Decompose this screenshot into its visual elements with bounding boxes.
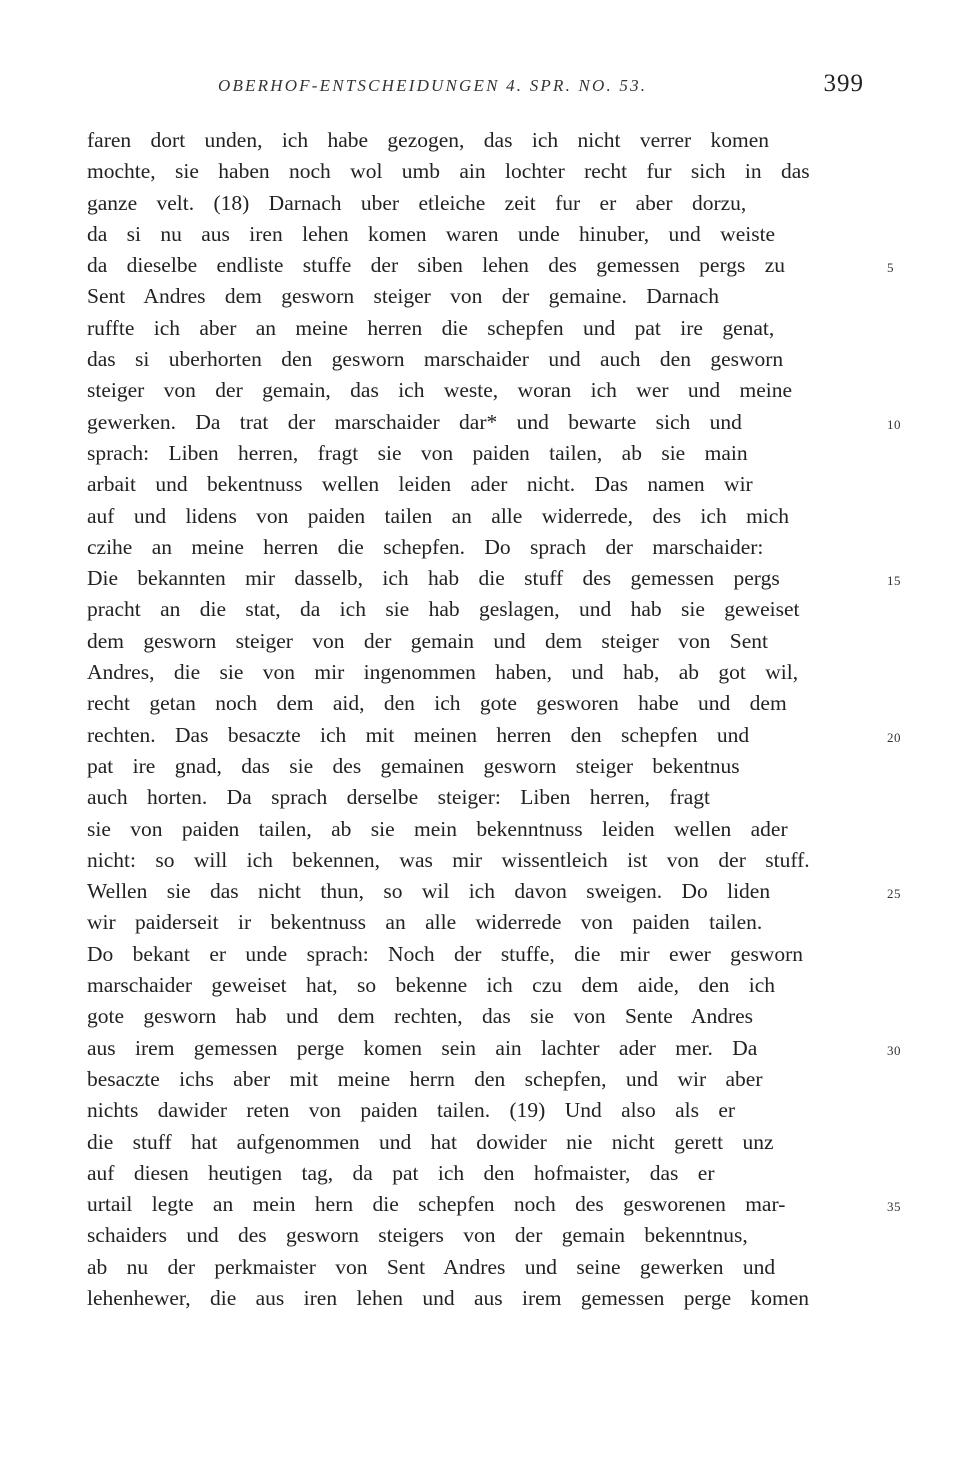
line-number: 10 bbox=[887, 416, 901, 432]
line-text: auf und lidens von paiden tailen an alle widerrede, des ich mich bbox=[87, 503, 790, 528]
text-line bbox=[87, 657, 863, 688]
text-line bbox=[87, 344, 863, 375]
text-line bbox=[87, 407, 901, 438]
text-line bbox=[87, 438, 863, 469]
text-line bbox=[87, 845, 863, 876]
line-text: urtail legte an mein hern die schepfen noch des gesworenen mar- bbox=[87, 1192, 786, 1217]
line-number: 30 bbox=[887, 1042, 901, 1058]
text-line bbox=[87, 782, 863, 813]
text-line bbox=[87, 125, 863, 156]
line-text: arbait und bekentnuss wellen leiden ader nicht. Das namen wir bbox=[87, 472, 753, 497]
line-text: Die bekannten mir dasselb, ich hab die stuff des gemessen pergs bbox=[87, 566, 780, 591]
text-line bbox=[87, 1189, 901, 1220]
line-text: sie von paiden tailen, ab sie mein bekenntnuss leiden wellen ader bbox=[87, 816, 788, 841]
text-line bbox=[87, 594, 863, 625]
text-line bbox=[87, 1001, 863, 1032]
line-text: Andres, die sie von mir ingenommen haben, und hab, ab got wil, bbox=[87, 660, 799, 685]
text-line bbox=[87, 156, 863, 187]
line-text: auf diesen heutigen tag, da pat ich den hofmaister, das er bbox=[87, 1160, 715, 1185]
text-line bbox=[87, 939, 863, 970]
line-number: 25 bbox=[887, 886, 901, 902]
line-text: rechten. Das besaczte ich mit meinen herren den schepfen und bbox=[87, 722, 750, 747]
line-text: die stuff hat aufgenommen und hat dowider nie nicht gerett unz bbox=[87, 1129, 774, 1154]
line-text: pracht an die stat, da ich sie hab geslagen, und hab sie geweiset bbox=[87, 597, 800, 622]
line-number: 5 bbox=[887, 260, 894, 276]
text-line bbox=[87, 469, 863, 500]
text-line bbox=[87, 1033, 901, 1064]
line-text: das si uberhorten den gesworn marschaider und auch den gesworn bbox=[87, 347, 784, 372]
line-text: da dieselbe endliste stuffe der siben lehen des gemessen pergs zu bbox=[87, 253, 786, 278]
text-line bbox=[87, 688, 863, 719]
line-text: Wellen sie das nicht thun, so wil ich davon sweigen. Do liden bbox=[87, 879, 771, 904]
line-number: 15 bbox=[887, 573, 901, 589]
running-head: OBERHOF-ENTSCHEIDUNGEN 4. SPR. NO. 53. bbox=[218, 76, 648, 95]
line-text: gewerken. Da trat der marschaider dar* und bewarte sich und bbox=[87, 409, 742, 434]
text-line bbox=[87, 626, 863, 657]
line-text: ab nu der perkmaister von Sent Andres und seine gewerken und bbox=[87, 1254, 776, 1279]
line-text: dem gesworn steiger von der gemain und dem steiger von Sent bbox=[87, 628, 768, 653]
text-line bbox=[87, 250, 894, 281]
text-line bbox=[87, 1095, 863, 1126]
line-text: mochte, sie haben noch wol umb ain lochter recht fur sich in das bbox=[87, 159, 810, 184]
line-text: da si nu aus iren lehen komen waren unde hinuber, und weiste bbox=[87, 221, 776, 246]
text-line bbox=[87, 751, 863, 782]
line-text: Sent Andres dem gesworn steiger von der gemaine. Darnach bbox=[87, 284, 720, 309]
text-line bbox=[87, 1127, 863, 1158]
text-line bbox=[87, 876, 901, 907]
line-text: marschaider geweiset hat, so bekenne ich czu dem aide, den ich bbox=[87, 973, 776, 998]
line-text: ruffte ich aber an meine herren die schepfen und pat ire genat, bbox=[87, 315, 775, 340]
line-text: recht getan noch dem aid, den ich gote gesworen habe und dem bbox=[87, 691, 787, 716]
text-line bbox=[87, 1220, 863, 1251]
line-number: 20 bbox=[887, 729, 901, 745]
text-line bbox=[87, 1064, 863, 1095]
line-number: 35 bbox=[887, 1199, 901, 1215]
line-text: besaczte ichs aber mit meine herrn den schepfen, und wir aber bbox=[87, 1066, 763, 1091]
text-line bbox=[87, 219, 863, 250]
line-text: ganze velt. (18) Darnach uber etleiche zeit fur er aber dorzu, bbox=[87, 190, 747, 215]
line-text: czihe an meine herren die schepfen. Do sprach der marschaider: bbox=[87, 534, 764, 559]
text-line bbox=[87, 563, 901, 594]
text-line bbox=[87, 970, 863, 1001]
line-text: schaiders und des gesworn steigers von der gemain bekenntnus, bbox=[87, 1223, 748, 1248]
line-text: gote gesworn hab und dem rechten, das sie von Sente Andres bbox=[87, 1004, 754, 1029]
text-line bbox=[87, 532, 863, 563]
line-text: nicht: so will ich bekennen, was mir wissentleich ist von der stuff. bbox=[87, 847, 810, 872]
text-line bbox=[87, 375, 863, 406]
text-line bbox=[87, 907, 863, 938]
text-line bbox=[87, 313, 863, 344]
text-line bbox=[87, 1283, 863, 1314]
body-text bbox=[87, 125, 901, 1314]
text-line bbox=[87, 814, 863, 845]
line-text: auch horten. Da sprach derselbe steiger: Liben herren, fragt bbox=[87, 785, 710, 810]
text-line bbox=[87, 501, 863, 532]
line-text: sprach: Liben herren, fragt sie von paiden tailen, ab sie main bbox=[87, 440, 748, 465]
line-text: pat ire gnad, das sie des gemainen gesworn steiger bekentnus bbox=[87, 753, 740, 778]
text-line bbox=[87, 188, 863, 219]
text-line bbox=[87, 720, 901, 751]
line-text: Do bekant er unde sprach: Noch der stuffe, die mir ewer gesworn bbox=[87, 941, 803, 966]
text-line bbox=[87, 1252, 863, 1283]
text-line bbox=[87, 1158, 863, 1189]
line-text: nichts dawider reten von paiden tailen. (19) Und also als er bbox=[87, 1098, 736, 1123]
line-text: wir paiderseit ir bekentnuss an alle widerrede von paiden tailen. bbox=[87, 910, 763, 935]
text-line bbox=[87, 281, 863, 312]
line-text: aus irem gemessen perge komen sein ain lachter ader mer. Da bbox=[87, 1035, 758, 1060]
line-text: faren dort unden, ich habe gezogen, das ich nicht verrer komen bbox=[87, 128, 770, 152]
line-text: steiger von der gemain, das ich weste, woran ich wer und meine bbox=[87, 378, 793, 403]
line-text: lehenhewer, die aus iren lehen und aus irem gemessen perge komen bbox=[87, 1285, 810, 1310]
page-number: 399 bbox=[823, 70, 864, 97]
